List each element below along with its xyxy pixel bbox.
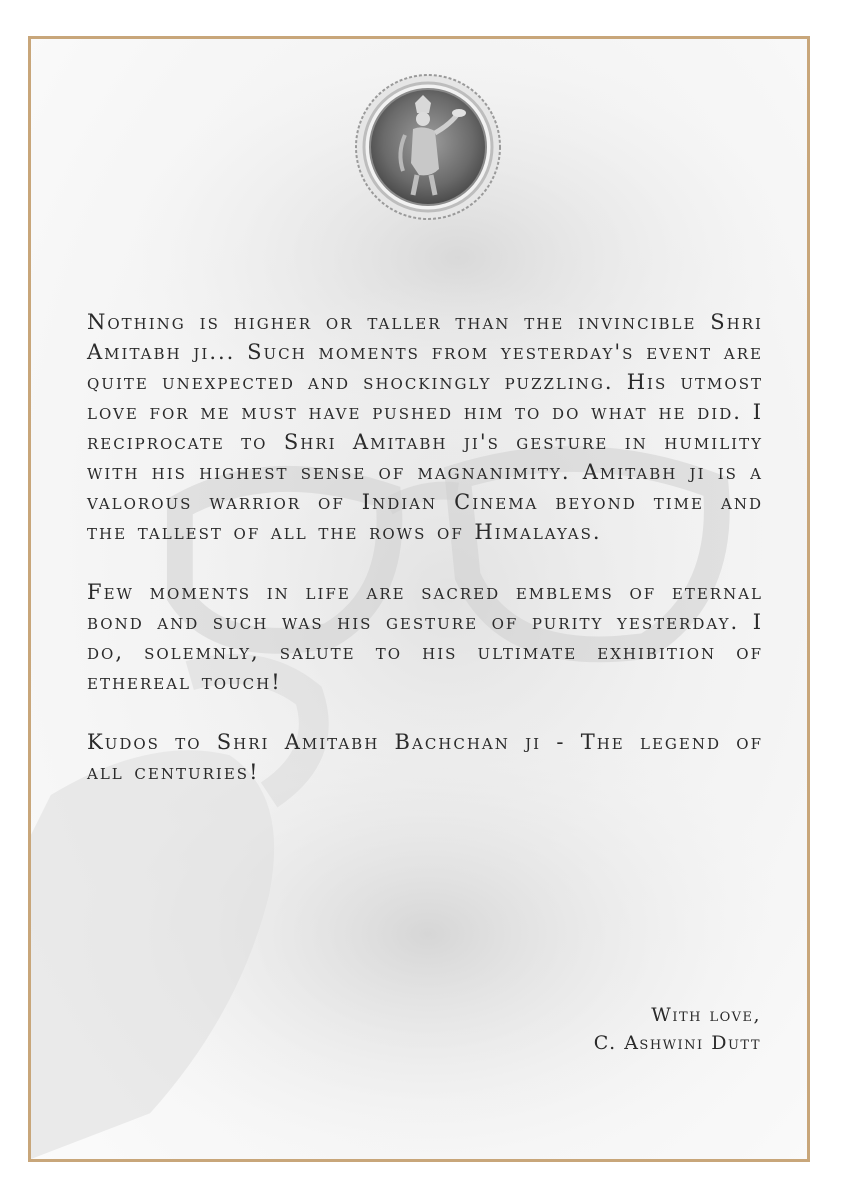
signoff-block [594, 1001, 761, 1057]
letter-paragraph: Few moments in life are sacred emblems of eternal bond and such was his gesture of purity yesterday. I do, solemnly, salute to his ultimate exhibition of ethereal touch! [87, 580, 763, 694]
letter-body [87, 307, 763, 787]
letter-paragraph: Nothing is higher or taller than the invincible Shri Amitabh ji... Such moments from yesterday's event are quite unexpected and shockingly puzzling. His utmost love for me must have pushed him to do what he did. I reciprocate to Shri Amitabh ji's gesture in humility with his highest sense of magnanimity. Amitabh ji is a valorous warrior of Indian Cinema beyond time and the tallest of all the rows of Himalayas. [87, 310, 763, 544]
letter-frame [28, 36, 810, 1162]
signature-name: C. Ashwini Dutt [593, 1032, 761, 1054]
closing-line: With love, [651, 1004, 761, 1026]
letter-paragraph: Kudos to Shri Amitabh Bachchan ji - The legend of all centuries! [87, 730, 763, 784]
vyjayanthi-logo [353, 73, 503, 283]
